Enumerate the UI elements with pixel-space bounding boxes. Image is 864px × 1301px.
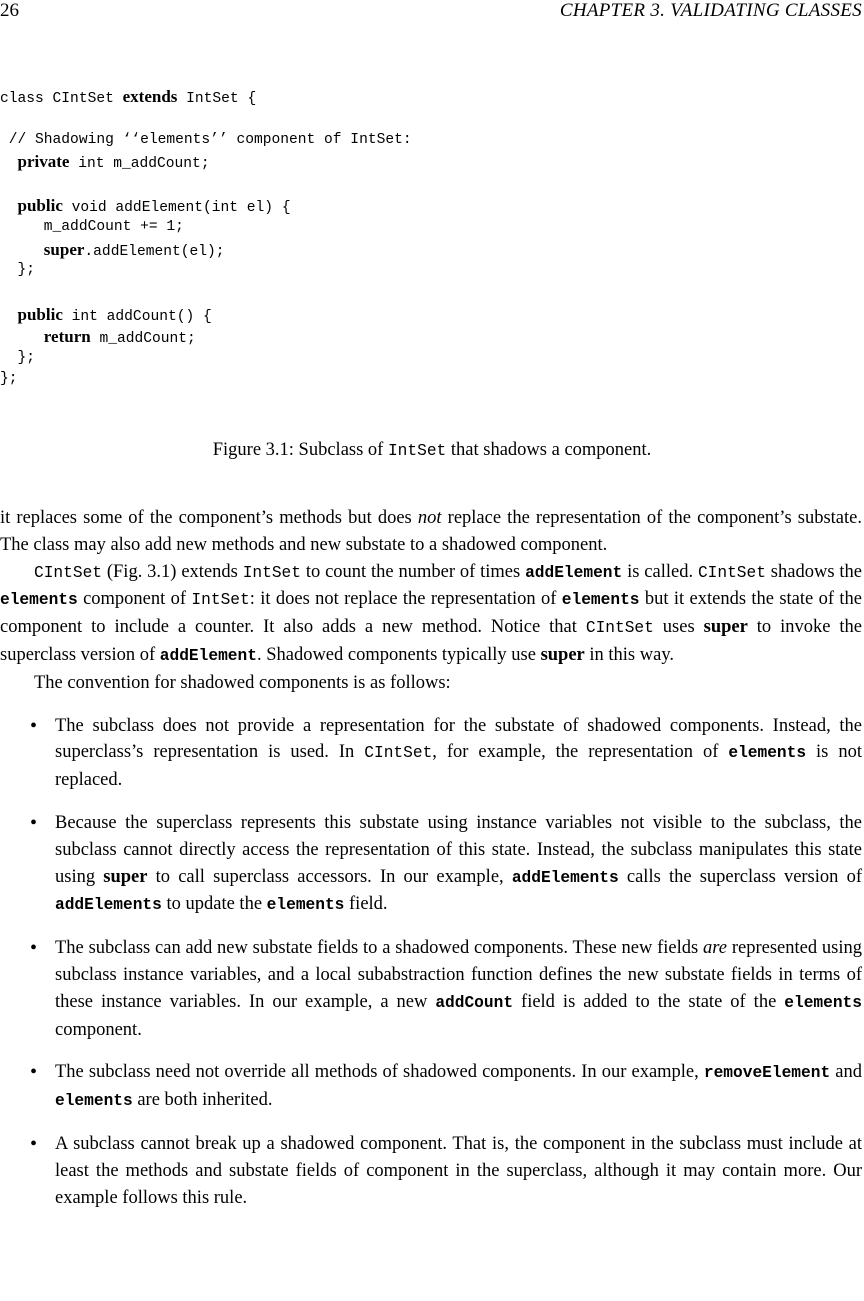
code-term: CIntSet [585,619,654,638]
code-line [0,195,412,217]
text-run: Because the superclass represents this substate using instance variables not visible to the subclass, the subclass cannot directly access the representation of this state. Instead, the subclass manipulates this state using [55,812,862,887]
text-run: shadows the [765,561,862,582]
list-item [0,1059,862,1115]
keyword: super [103,866,148,887]
code-text: class CIntSet [0,91,123,107]
text-run: to count the number of times [300,561,526,582]
text-run: : it does not replace the representation of [249,589,562,610]
code-text [0,309,18,325]
code-line [0,369,412,391]
code-line [0,217,412,239]
code-text: // Shadowing ‘‘elements’’ component of IntSet: [0,131,412,148]
emphasis: not [417,508,442,528]
paragraph-1 [0,505,862,559]
code-text [0,331,44,347]
code-line [0,282,412,304]
code-line [0,86,412,108]
code-term: IntSet [191,591,250,610]
keyword: super [540,644,585,665]
chapter-title: CHAPTER 3. VALIDATING CLASSES [559,0,862,21]
text-run: it replaces some of the component’s methods but does [0,508,418,528]
text-run: is not replaced. [55,742,862,791]
code-line [0,173,412,195]
text-run: is called. [622,561,698,582]
text-run: to call superclass accessors. In our example, [147,866,512,887]
list-item [0,1131,862,1211]
bullet-list [0,713,862,1212]
code-term: CIntSet [364,744,433,763]
code-term: elements [266,896,345,915]
text-run: A subclass cannot break up a shadowed component. That is, the component in the subclass must include at least the methods and substate fields of component in the superclass, although it may contain more. Our example follows this rule. [55,1133,862,1208]
text-run: calls the superclass version of [618,866,862,887]
text-run: uses [653,617,704,638]
emphasis: are [703,938,728,959]
text-run: component of [77,589,192,610]
running-header [0,0,864,24]
code-text [0,244,44,260]
code-keyword: private [17,152,70,172]
code-term: CIntSet [34,563,102,582]
text-run: The subclass can add new substate fields to a shadowed components. These new fields [55,938,704,959]
paragraph-3: The convention for shadowed components is as follows: [34,672,451,693]
text-run: The subclass need not override all methods of shadowed components. In our example, [55,1062,704,1083]
caption-code: IntSet [387,442,447,460]
code-term: elements [0,591,78,610]
code-line [0,108,412,130]
code-line [0,304,412,326]
figure-caption [0,440,864,461]
text-run: to invoke the superclass version of [0,617,863,665]
code-text: }; [0,349,36,366]
code-keyword: super [43,239,85,259]
text-run: field is added to the state of the [513,991,785,1012]
text-run: are both inherited. [132,1090,273,1111]
code-line [0,348,412,370]
code-text: IntSet { [177,91,257,107]
code-text [0,156,18,172]
code-keyword: extends [122,87,178,106]
code-line [0,260,412,282]
caption-prefix: Figure 3.1: Subclass of [212,440,388,460]
code-term: IntSet [242,563,301,582]
code-term: CIntSet [697,563,766,582]
text-run: field. [344,894,388,915]
code-term: removeElement [703,1064,831,1083]
code-term: addElement [159,646,257,665]
keyword: super [703,617,748,638]
code-text: void addElement(int el) { [62,199,291,216]
text-run: and [830,1062,862,1083]
code-keyword: public [17,195,63,215]
page-number: 26 [0,0,19,21]
code-term: addCount [435,993,514,1012]
text-run: component. [55,1019,142,1040]
list-item [0,713,862,794]
body-text [0,505,862,1227]
code-keyword: public [17,304,63,324]
code-term: addElements [55,896,162,915]
code-term: elements [784,993,862,1012]
text-run: to update the [161,894,267,915]
code-listing [0,86,412,391]
list-item [0,810,862,919]
code-text: }; [0,371,18,388]
code-term: elements [728,744,807,763]
code-line [0,130,412,152]
text-run: . Shadowed components typically use [256,644,541,665]
caption-suffix: that shadows a component. [446,440,652,460]
code-text [0,200,18,216]
code-term: elements [55,1092,133,1111]
list-item [0,935,862,1043]
code-keyword: return [43,326,91,346]
text-run: The subclass does not provide a representation for the substate of shadowed components. Instead, the superclass’s representation is used. In [55,715,862,763]
code-term: addElements [511,868,619,887]
code-term: elements [561,591,640,610]
text-run: replace the representation of the component’s substate. The class may also add new methods and new substate to a shadowed component. [0,508,862,555]
code-term: addElement [525,563,623,582]
paragraph-2 [0,559,862,670]
code-text: int addCount() { [62,308,212,325]
code-line [0,326,412,348]
code-text: }; [0,262,36,279]
text-run: represented using subclass instance variables, and a local subabstraction function defines the new substate fields in terms of these instance variables. In our example, a new [55,938,862,1012]
code-line [0,239,412,261]
code-text: int m_addCount; [69,156,210,173]
text-run: (Fig. 3.1) extends [102,561,243,582]
code-line [0,151,412,173]
text-run: in this way. [584,644,675,665]
text-run: , for example, the representation of [432,742,729,763]
code-text: .addElement(el); [84,243,225,260]
code-text: m_addCount += 1; [0,218,184,235]
code-text: m_addCount; [90,330,196,347]
text-run: but it extends the state of the component to include a counter. It also adds a new method. Notice that [0,589,862,638]
